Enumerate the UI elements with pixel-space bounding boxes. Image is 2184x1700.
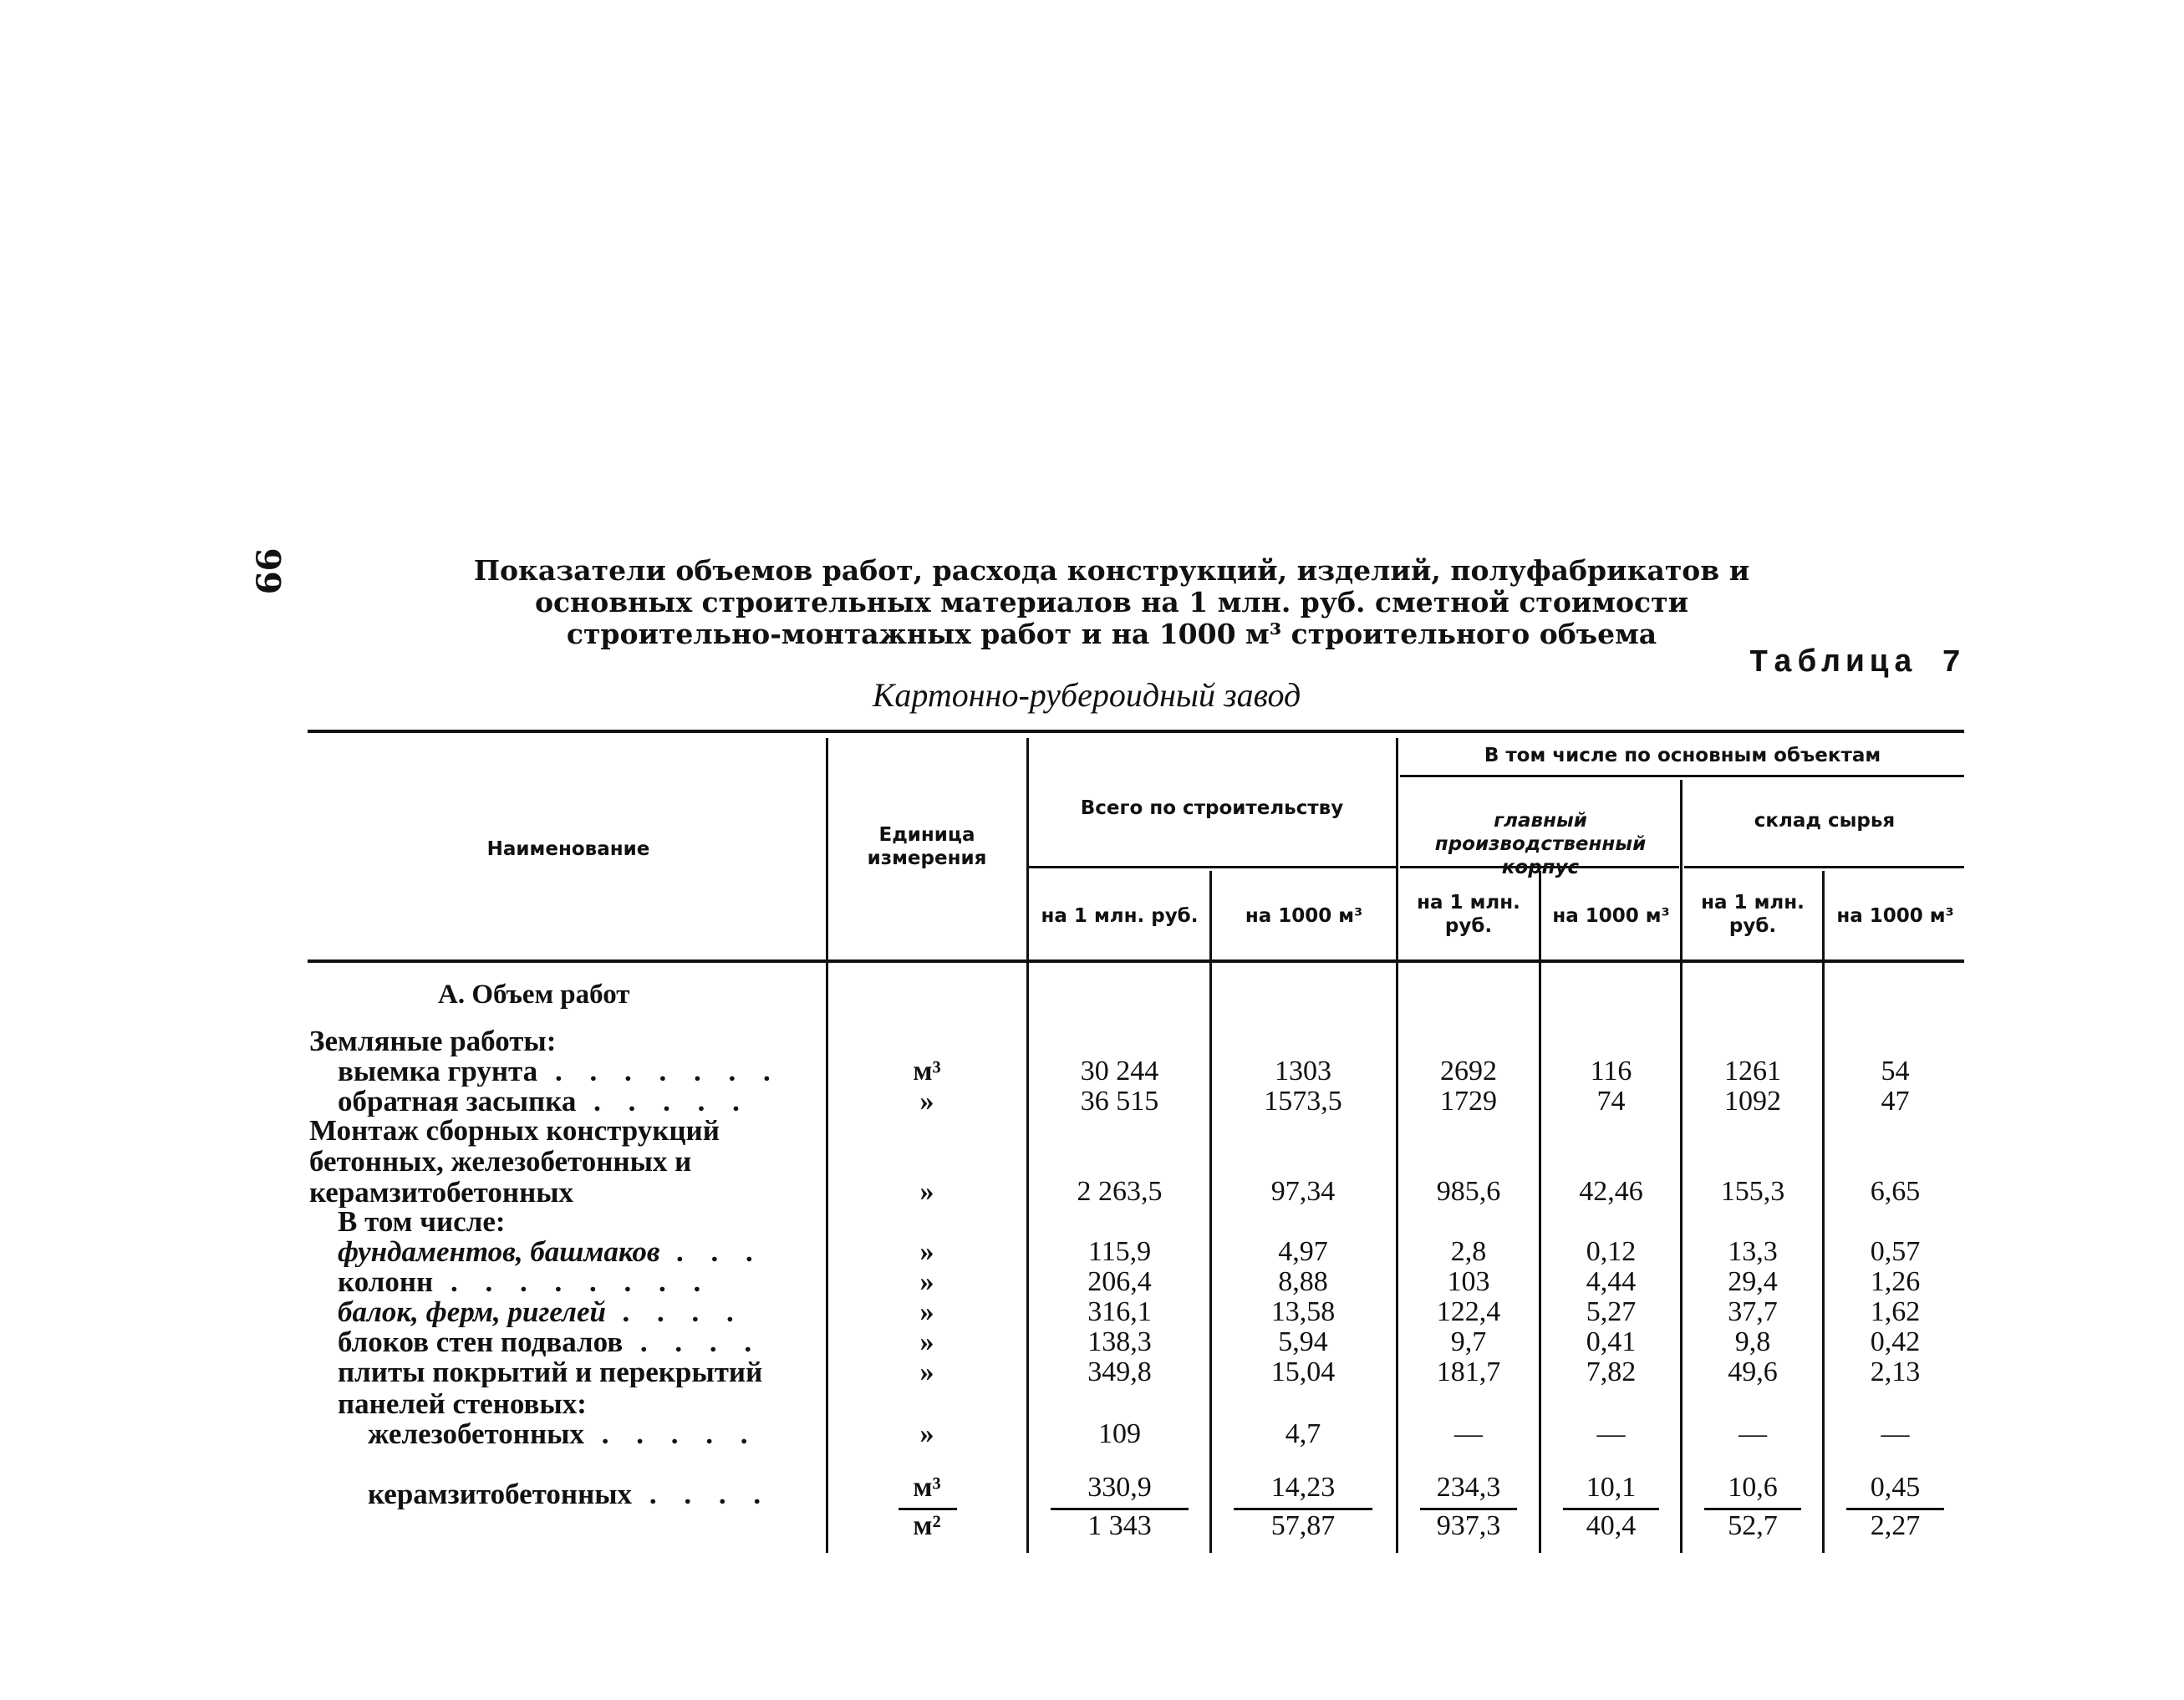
header-name: Наименование [486, 838, 650, 860]
row-value: 1261 [1724, 1056, 1781, 1087]
row-value: 9,8 [1734, 1326, 1771, 1357]
row-value: 330,9 [1087, 1472, 1152, 1503]
row-unit: » [919, 1266, 934, 1297]
row-value: 4,7 [1285, 1418, 1321, 1449]
fraction-bar [899, 1508, 957, 1510]
col-divider-5 [1539, 871, 1541, 1553]
subheader-rule-total [1028, 866, 1396, 868]
row-name: панелей стеновых: [338, 1389, 587, 1419]
dot-leader: . . . . [606, 1297, 745, 1327]
row-name: плиты покрытий и перекрытий [338, 1357, 763, 1387]
header-including: В том числе по основным объектам [1484, 745, 1881, 766]
fraction-bar [1234, 1508, 1372, 1510]
subheader-rule-warehouse [1684, 866, 1964, 868]
header-main-per-1000: на 1000 м³ [1552, 905, 1670, 927]
header-warehouse-per-mln: на 1 млн. руб. [1701, 892, 1805, 937]
row-value: — [1596, 1418, 1626, 1449]
row-value: 155,3 [1720, 1176, 1785, 1207]
row-value: 103 [1447, 1266, 1490, 1297]
col-divider-7 [1822, 871, 1825, 1553]
row-value: 2,13 [1870, 1356, 1921, 1387]
header-unit: Единица измерения [867, 824, 987, 869]
row-value: 10,6 [1728, 1472, 1778, 1503]
row-value: 30 244 [1080, 1056, 1159, 1087]
page-number: 99 [247, 547, 288, 595]
row-unit: » [919, 1296, 934, 1327]
row-value: 13,58 [1270, 1296, 1336, 1327]
header-bottom-rule [308, 959, 1964, 963]
row-value: 1303 [1275, 1056, 1331, 1087]
row-value: — [1881, 1418, 1910, 1449]
row-value: 5,27 [1586, 1296, 1637, 1327]
row-value: 206,4 [1087, 1266, 1152, 1297]
col-divider-6 [1680, 780, 1683, 1553]
header-main-building: главный производственный корпус [1434, 810, 1647, 878]
dot-leader: . . . . [623, 1327, 762, 1357]
row-unit: » [919, 1086, 934, 1117]
row-value: 9,7 [1450, 1326, 1487, 1357]
dot-leader: . . . . . [576, 1087, 750, 1117]
row-unit: » [919, 1236, 934, 1267]
fraction-bar [1563, 1508, 1659, 1510]
objects-rule [1400, 775, 1964, 777]
row-value: 37,7 [1728, 1296, 1778, 1327]
row-value: 49,6 [1728, 1356, 1778, 1387]
row-value: — [1454, 1418, 1483, 1449]
row-value: 985,6 [1436, 1176, 1501, 1207]
dot-leader: . . . . [632, 1479, 771, 1509]
row-value: 138,3 [1087, 1326, 1152, 1357]
dot-leader: . . . . . [583, 1419, 758, 1449]
row-value: 2692 [1440, 1056, 1497, 1087]
header-main-per-mln: на 1 млн. руб. [1417, 892, 1520, 937]
section-a-heading: А. Объем работ [438, 980, 630, 1010]
row-value: 2 263,5 [1077, 1176, 1163, 1207]
row-value: 181,7 [1436, 1356, 1501, 1387]
col-divider-4 [1396, 738, 1398, 1553]
row-name: блоков стен подвалов . . . . [338, 1327, 762, 1357]
row-value-denominator: 1 343 [1087, 1510, 1152, 1541]
row-value: 0,12 [1586, 1236, 1637, 1267]
row-value: 234,3 [1436, 1472, 1501, 1503]
row-name: обратная засыпка . . . . . [338, 1087, 750, 1117]
header-warehouse-per-1000: на 1000 м³ [1836, 905, 1954, 927]
row-value-denominator: 57,87 [1270, 1510, 1336, 1541]
row-name: фундаментов, башмаков . . . [338, 1237, 764, 1267]
row-value-denominator: 2,27 [1870, 1510, 1921, 1541]
dot-leader: . . . . . . . [537, 1056, 781, 1087]
header-total-per-1000: на 1000 м³ [1245, 905, 1363, 927]
row-name: колонн . . . . . . . . [338, 1267, 711, 1297]
row-value: 4,44 [1586, 1266, 1637, 1297]
row-name: керамзитобетонных . . . . [368, 1479, 771, 1509]
row-name: Монтаж сборных конструкций бетонных, железобетонных и керамзитобетонных [309, 1115, 720, 1208]
row-unit: » [919, 1418, 934, 1449]
fraction-bar [1704, 1508, 1801, 1510]
header-total-per-mln: на 1 млн. руб. [1041, 905, 1199, 927]
row-value: 6,65 [1870, 1176, 1921, 1207]
row-value: 122,4 [1436, 1296, 1501, 1327]
row-value: 109 [1098, 1418, 1141, 1449]
row-unit-denominator: м² [913, 1510, 941, 1541]
row-value: 0,42 [1870, 1326, 1921, 1357]
row-value: 0,57 [1870, 1236, 1921, 1267]
row-value-denominator: 40,4 [1586, 1510, 1637, 1541]
row-value: 1573,5 [1264, 1086, 1342, 1117]
row-name: Земляные работы: [309, 1026, 557, 1056]
row-value: 42,46 [1579, 1176, 1643, 1207]
row-value: 1,26 [1870, 1266, 1921, 1297]
row-value-denominator: 52,7 [1728, 1510, 1778, 1541]
row-unit: м³ [913, 1472, 941, 1503]
row-value: 14,23 [1270, 1472, 1336, 1503]
table-title: Показатели объемов работ, расхода конструкций, изделий, полуфабрикатов и основных строительных материалов на 1 млн. руб. сметной стоимости строительно-монтажных работ и на 1000 м³ строительного объема [473, 554, 1750, 650]
table-label: Таблица 7 [1749, 645, 1966, 681]
table-subtitle: Картонно-рубероидный завод [872, 676, 1301, 714]
dot-leader: . . . [659, 1237, 764, 1267]
row-value: 8,88 [1278, 1266, 1328, 1297]
fraction-bar [1420, 1508, 1517, 1510]
col-divider-1 [826, 738, 828, 1553]
row-value: 316,1 [1087, 1296, 1152, 1327]
row-value: 13,3 [1728, 1236, 1778, 1267]
row-value: 97,34 [1270, 1176, 1336, 1207]
row-value: 1092 [1724, 1086, 1781, 1117]
row-value: 74 [1596, 1086, 1626, 1117]
col-divider-2 [1026, 738, 1029, 1553]
row-value: 15,04 [1270, 1356, 1336, 1387]
row-value: 10,1 [1586, 1472, 1637, 1503]
row-value-denominator: 937,3 [1436, 1510, 1501, 1541]
row-value: 0,45 [1870, 1472, 1921, 1503]
row-value: 4,97 [1278, 1236, 1328, 1267]
row-value: 29,4 [1728, 1266, 1778, 1297]
row-value: 2,8 [1450, 1236, 1487, 1267]
row-name: балок, ферм, ригелей . . . . [338, 1297, 745, 1327]
row-value: 1729 [1440, 1086, 1497, 1117]
row-name: железобетонных . . . . . [368, 1419, 758, 1449]
row-value: 349,8 [1087, 1356, 1152, 1387]
row-value: 7,82 [1586, 1356, 1637, 1387]
row-value: 115,9 [1087, 1236, 1152, 1267]
row-value: 116 [1590, 1056, 1632, 1087]
row-name: В том числе: [338, 1207, 506, 1237]
row-unit: » [919, 1326, 934, 1357]
fraction-bar [1051, 1508, 1189, 1510]
row-value: 36 515 [1080, 1086, 1159, 1117]
row-unit: » [919, 1176, 934, 1207]
col-divider-3 [1209, 871, 1212, 1553]
row-value: 0,41 [1586, 1326, 1637, 1357]
header-warehouse: склад сырья [1754, 810, 1896, 832]
row-value: — [1739, 1418, 1767, 1449]
table-top-rule [308, 730, 1964, 733]
row-name: выемка грунта . . . . . . . [338, 1056, 781, 1087]
row-value: 47 [1881, 1086, 1910, 1117]
dot-leader: . . . . . . . . [433, 1267, 711, 1297]
fraction-bar [1846, 1508, 1944, 1510]
row-value: 1,62 [1870, 1296, 1921, 1327]
header-total: Всего по строительству [1080, 797, 1344, 819]
row-value: 5,94 [1278, 1326, 1328, 1357]
row-value: 54 [1881, 1056, 1910, 1087]
row-unit: м³ [913, 1056, 941, 1087]
row-unit: » [919, 1356, 934, 1387]
